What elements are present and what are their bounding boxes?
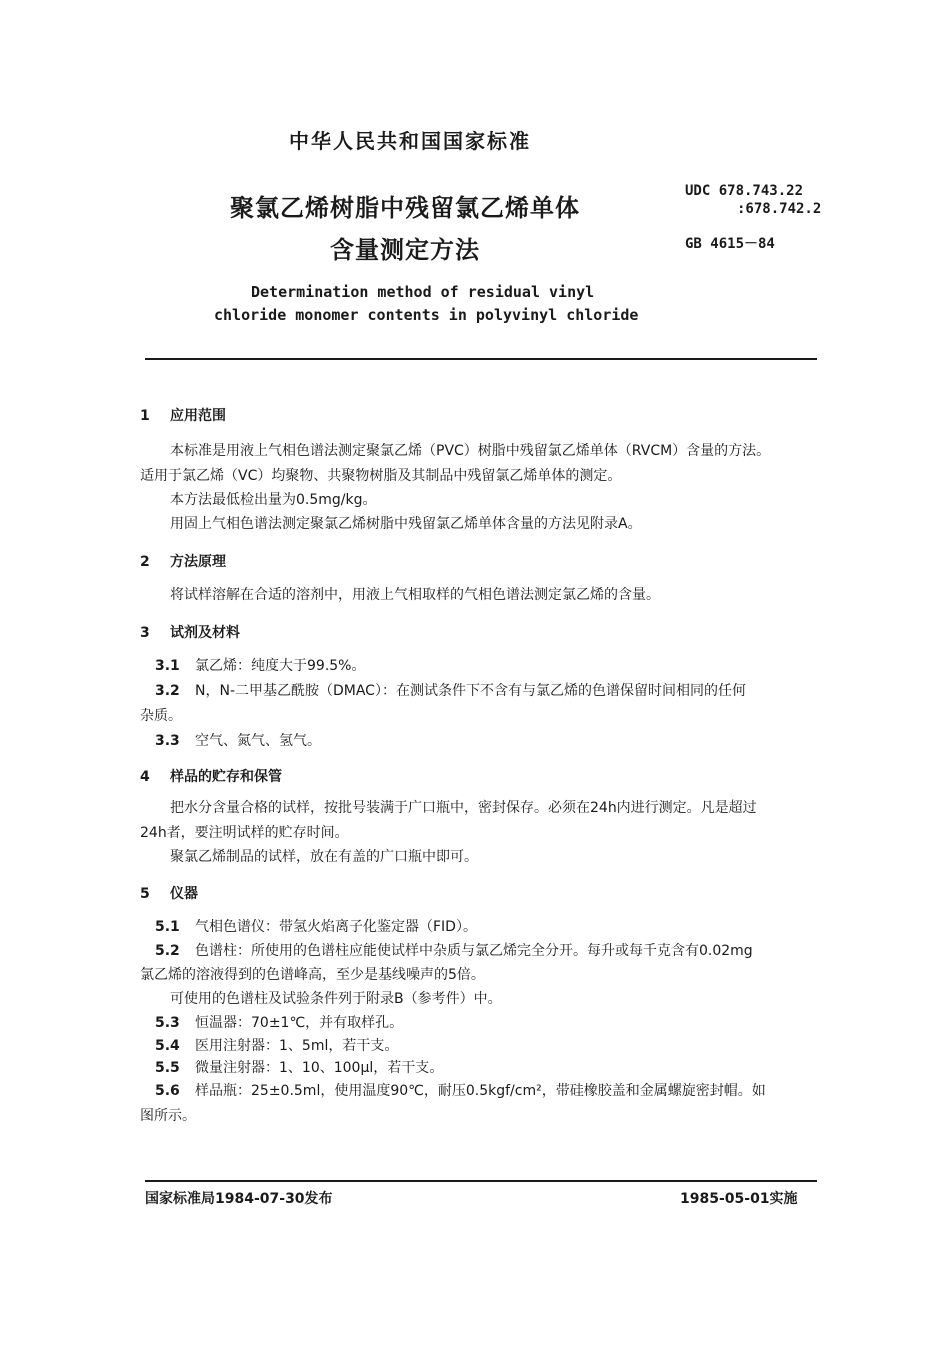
clause-text: 气相色谱仪：带氢火焰离子化鉴定器（FID）。: [195, 919, 477, 935]
title-en-line2: chloride monomer contents in polyvinyl chloride: [214, 306, 639, 324]
clause-5-1: [155, 916, 477, 936]
title-cn-line1: 聚氯乙烯树脂中残留氯乙烯单体: [230, 194, 580, 222]
clause-3-2: [155, 680, 746, 700]
section-title: 仪器: [170, 886, 198, 902]
section-title: 试剂及材料: [170, 625, 240, 641]
s2-para1: 将试样溶解在合适的溶剂中，用液上气相取样的气相色谱法测定氯乙烯的含量。: [170, 587, 660, 603]
clause-number: 3.3: [155, 733, 180, 749]
clause-3-2-continuation: 杂质。: [140, 708, 182, 724]
standard-type-heading: 中华人民共和国国家标准: [289, 129, 531, 153]
section-number: 2: [140, 554, 150, 570]
s1-para3: 用固上气相色谱法测定聚氯乙烯树脂中残留氯乙烯单体含量的方法见附录A。: [170, 516, 642, 532]
s1-para1-line2: 适用于氯乙烯（VC）均聚物、共聚物树脂及其制品中残留氯乙烯单体的测定。: [140, 468, 622, 484]
title-en-line1: Determination method of residual vinyl: [251, 283, 595, 301]
section-title: 样品的贮存和保管: [170, 769, 282, 785]
section-title: 方法原理: [170, 554, 226, 570]
clause-text: N，N-二甲基乙酰胺（DMAC）：在测试条件下不含有与氯乙烯的色谱保留时间相同的任何: [195, 683, 746, 699]
clause-number: 3.1: [155, 658, 180, 674]
section-1-heading: [140, 405, 226, 425]
s1-para1-line1: 本标准是用液上气相色谱法测定聚氯乙烯（PVC）树脂中残留氯乙烯单体（RVCM）含量的方法。: [170, 443, 771, 459]
clause-number: 5.3: [155, 1015, 180, 1031]
clause-text: 色谱柱：所使用的色谱柱应能使试样中杂质与氯乙烯完全分开。每升或每千克含有0.02mg: [195, 943, 753, 959]
effective-date: 1985-05-01实施: [680, 1191, 798, 1207]
section-number: 4: [140, 769, 150, 785]
s4-para1-line2: 24h者，要注明试样的贮存时间。: [140, 825, 349, 841]
title-cn-line2: 含量测定方法: [330, 236, 480, 264]
issued-date: 国家标准局1984-07-30发布: [145, 1191, 333, 1207]
section-number: 1: [140, 408, 150, 424]
footer-divider: [145, 1180, 817, 1182]
section-title: 应用范围: [170, 408, 226, 424]
section-3-heading: [140, 622, 240, 642]
clause-number: 3.2: [155, 683, 180, 699]
section-number: 3: [140, 625, 150, 641]
header-divider: [145, 358, 817, 360]
clause-5-2-note: 可使用的色谱柱及试验条件列于附录B（参考件）中。: [170, 991, 502, 1007]
clause-5-2: [155, 940, 753, 960]
clause-text: 恒温器：70±1℃，并有取样孔。: [195, 1015, 404, 1031]
clause-5-6-continuation: 图所示。: [140, 1108, 196, 1124]
clause-text: 微量注射器：1、10、100μl，若干支。: [195, 1060, 444, 1076]
clause-5-5: [155, 1057, 443, 1077]
clause-number: 5.1: [155, 919, 180, 935]
clause-number: 5.4: [155, 1038, 180, 1054]
clause-5-2-continuation: 氯乙烯的溶液得到的色谱峰高，至少是基线噪声的5倍。: [140, 967, 485, 983]
clause-number: 5.6: [155, 1083, 180, 1099]
gb-code: GB 4615－84: [685, 236, 775, 252]
udc-line2: :678.742.2: [737, 201, 822, 217]
clause-5-4: [155, 1035, 398, 1055]
clause-text: 氯乙烯：纯度大于99.5%。: [195, 658, 366, 674]
section-4-heading: [140, 766, 282, 786]
udc-line1: UDC 678.743.22: [685, 183, 804, 199]
clause-number: 5.2: [155, 943, 180, 959]
clause-3-1: [155, 655, 365, 675]
section-number: 5: [140, 886, 150, 902]
s4-para2: 聚氯乙烯制品的试样，放在有盖的广口瓶中即可。: [170, 849, 478, 865]
clause-number: 5.5: [155, 1060, 180, 1076]
clause-3-3: [155, 730, 321, 750]
clause-5-6: [155, 1080, 766, 1100]
s4-para1-line1: 把水分含量合格的试样，按批号装满于广口瓶中，密封保存。必须在24h内进行测定。凡是超过: [170, 800, 757, 816]
section-2-heading: [140, 551, 226, 571]
clause-text: 空气、氮气、氢气。: [195, 733, 321, 749]
clause-5-3: [155, 1012, 403, 1032]
section-5-heading: [140, 883, 198, 903]
clause-text: 样品瓶：25±0.5ml，使用温度90℃，耐压0.5kgf/cm²，带硅橡胶盖和金属螺旋密封帽。如: [195, 1083, 766, 1099]
s1-para2: 本方法最低检出量为0.5mg/kg。: [170, 492, 377, 508]
clause-text: 医用注射器：1、5ml，若干支。: [195, 1038, 399, 1054]
